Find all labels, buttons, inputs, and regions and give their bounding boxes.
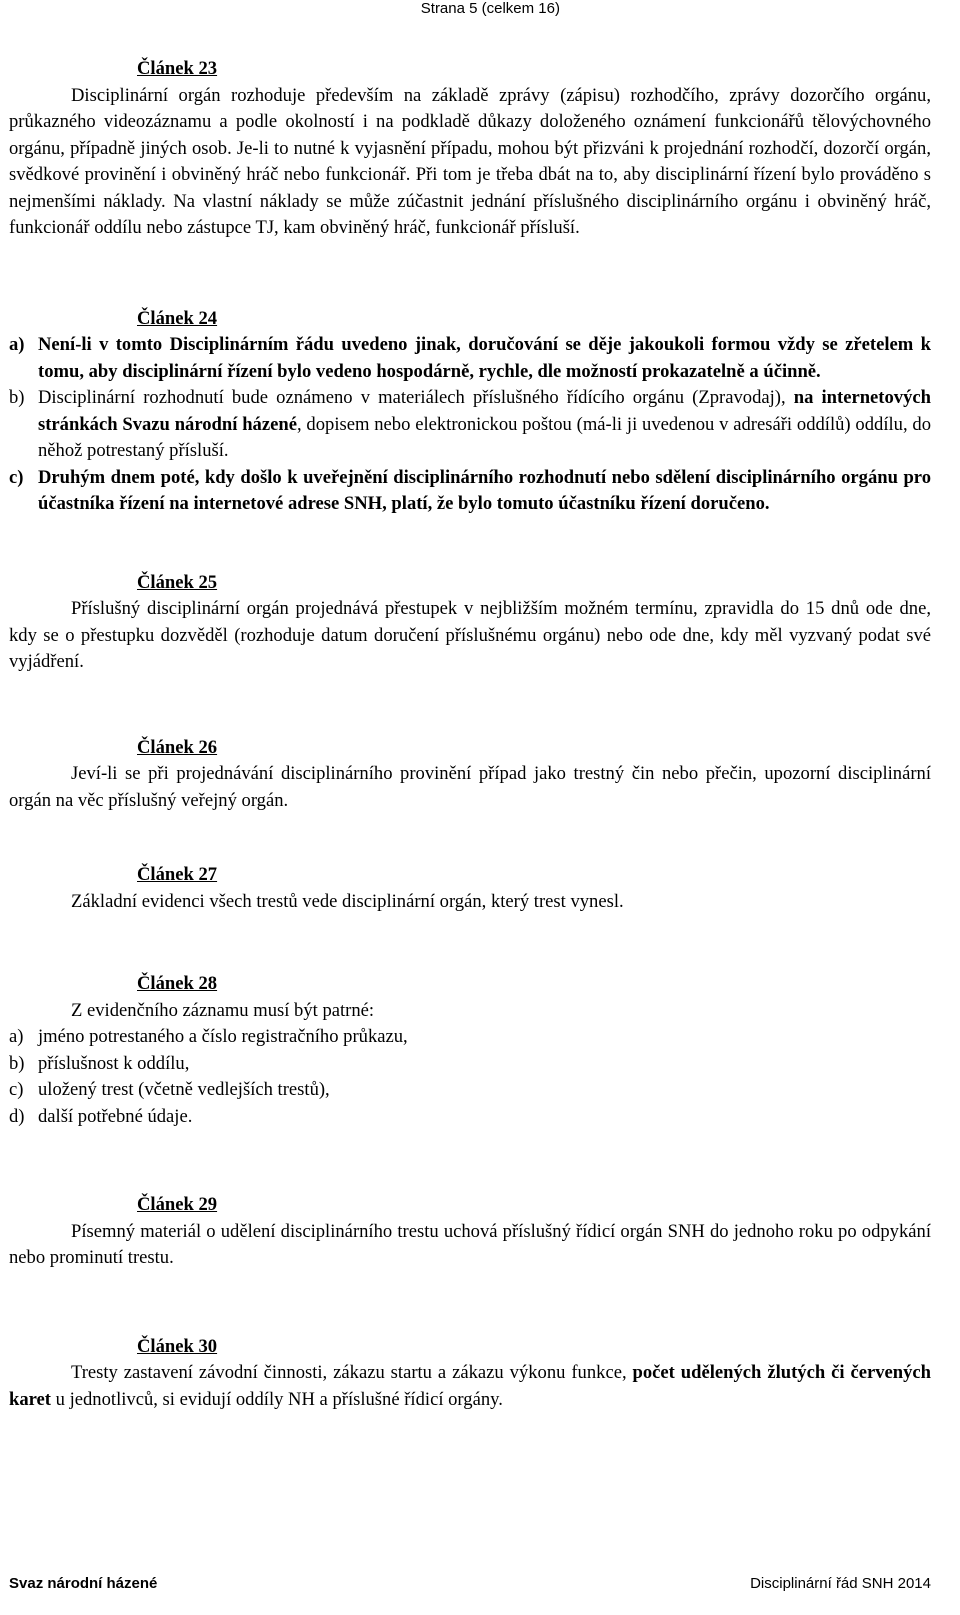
item-label: c) bbox=[9, 1079, 24, 1100]
article-28-title: Článek 28 bbox=[137, 973, 218, 994]
item-label: a) bbox=[9, 1026, 24, 1047]
item-text: další potřebné údaje. bbox=[38, 1105, 193, 1127]
item-label: b) bbox=[9, 1052, 25, 1074]
article-30-text-bold: počet udělených žlutých či červených karet bbox=[9, 1362, 931, 1410]
item-text-bold: na internetových stránkách Svazu národní házené bbox=[38, 387, 931, 435]
item-text: jméno potrestaného a číslo registračního průkazu, bbox=[38, 1026, 408, 1047]
footer-document-title: Disciplinární řád SNH 2014 bbox=[750, 1575, 931, 1592]
item-text-part: , dopisem nebo elektronickou poštou (má-li ji uvedenou v adresáři oddílů) oddílu, do něhož potrestaný přísluší. bbox=[38, 413, 932, 461]
article-28-item-b bbox=[9, 1051, 931, 1078]
article-25-title: Článek 25 bbox=[137, 571, 218, 593]
item-text: Druhým dnem poté, kdy došlo k uveřejnění disciplinárního rozhodnutí nebo sdělení disciplinárního orgánu pro účastníka řízení na internetové adrese SNH, platí, že bylo tomuto účastníku řízení doručeno. bbox=[38, 466, 931, 514]
item-text-part: Disciplinární rozhodnutí bude oznámeno v materiálech příslušného řídícího orgánu (Zpravodaj), bbox=[38, 387, 794, 408]
item-text: příslušnost k oddílu, bbox=[38, 1052, 190, 1074]
article-23-title: Článek 23 bbox=[137, 58, 218, 79]
article-27-title: Článek 27 bbox=[137, 864, 218, 885]
article-26-text: Jeví-li se při projednávání disciplinárního provinění případ jako trestný čin nebo přečin, upozorní disciplinární orgán na věc příslušný veřejný orgán. bbox=[9, 763, 931, 811]
article-25 bbox=[9, 570, 931, 676]
article-29 bbox=[9, 1192, 931, 1272]
item-label: b) bbox=[9, 387, 25, 408]
article-26 bbox=[9, 735, 931, 815]
article-30 bbox=[9, 1334, 931, 1414]
page-footer bbox=[9, 1575, 931, 1592]
article-27-text: Základní evidenci všech trestů vede disciplinární orgán, který trest vynesl. bbox=[71, 890, 624, 912]
article-29-title: Článek 29 bbox=[137, 1194, 218, 1215]
article-30-text-part: Tresty zastavení závodní činnosti, zákazu startu a zákazu výkonu funkce, bbox=[71, 1362, 633, 1383]
item-label: d) bbox=[9, 1105, 25, 1127]
article-28-item-a bbox=[9, 1024, 931, 1051]
article-27 bbox=[9, 862, 931, 915]
article-28 bbox=[9, 971, 931, 1130]
article-24-item-a bbox=[9, 332, 931, 385]
item-label: a) bbox=[9, 334, 25, 355]
item-text: uložený trest (včetně vedlejších trestů), bbox=[38, 1079, 330, 1100]
article-25-text: Příslušný disciplinární orgán projednává přestupek v nejbližším možném termínu, zpravidla do 15 dnů ode dne, kdy se o přestupku dozvěděl (rozhoduje datum doručení příslušnému orgánu) nebo ode dne, kdy měl vyzvaný podat své vyjádření. bbox=[9, 598, 931, 672]
article-24-title: Článek 24 bbox=[137, 307, 218, 329]
item-text bbox=[38, 385, 931, 465]
document-body bbox=[9, 56, 931, 1413]
article-24 bbox=[9, 306, 931, 518]
item-label: c) bbox=[9, 466, 24, 488]
item-text: Není-li v tomto Disciplinárním řádu uvedeno jinak, doručování se děje jakoukoli formou vždy se zřetelem k tomu, aby disciplinární řízení bylo vedeno hospodárně, rychle, dle možností prokazatelně a účinně. bbox=[38, 334, 931, 382]
article-29-text: Písemný materiál o udělení disciplinárního trestu uchová příslušný řídicí orgán SNH do jednoho roku po odpykání nebo prominutí trestu. bbox=[9, 1220, 931, 1268]
article-24-item-c bbox=[9, 465, 931, 518]
article-23-text: Disciplinární orgán rozhoduje především na základě zprávy (zápisu) rozhodčího, zprávy dozorčího orgánu, průkazného videozáznamu a podle okolností i na podkladě důkazy doloženého oznámení funkcionářů tělovýchovného orgánu, případně jiných osob. Je-li to nutné k vyjasnění případu, mohou být přizváni k projednání rozhodčí, dozorčí orgán, svědkové provinění i obviněný hráč nebo funkcionář. Při tom je třeba dbát na to, aby disciplinární řízení bylo prováděno s nejmenšími náklady. Na vlastní náklady se může zúčastnit jednání příslušného disciplinárního orgánu i obviněný hráč, funkcionář oddílu nebo zástupce TJ, kam obviněný hráč, funkcionář přísluší. bbox=[9, 84, 931, 238]
article-30-text-part: u jednotlivců, si evidují oddíly NH a příslušné řídicí orgány. bbox=[51, 1388, 503, 1410]
page-number: Strana 5 (celkem 16) bbox=[420, 0, 560, 17]
article-23 bbox=[9, 56, 931, 242]
article-28-intro: Z evidenčního záznamu musí být patrné: bbox=[71, 999, 375, 1021]
article-26-title: Článek 26 bbox=[137, 736, 218, 758]
article-30-text bbox=[9, 1360, 931, 1413]
article-28-item-d bbox=[9, 1104, 931, 1131]
article-24-item-b bbox=[9, 385, 931, 465]
article-30-title: Článek 30 bbox=[137, 1335, 218, 1357]
article-28-item-c bbox=[9, 1077, 931, 1104]
footer-organization: Svaz národní házené bbox=[9, 1575, 158, 1592]
